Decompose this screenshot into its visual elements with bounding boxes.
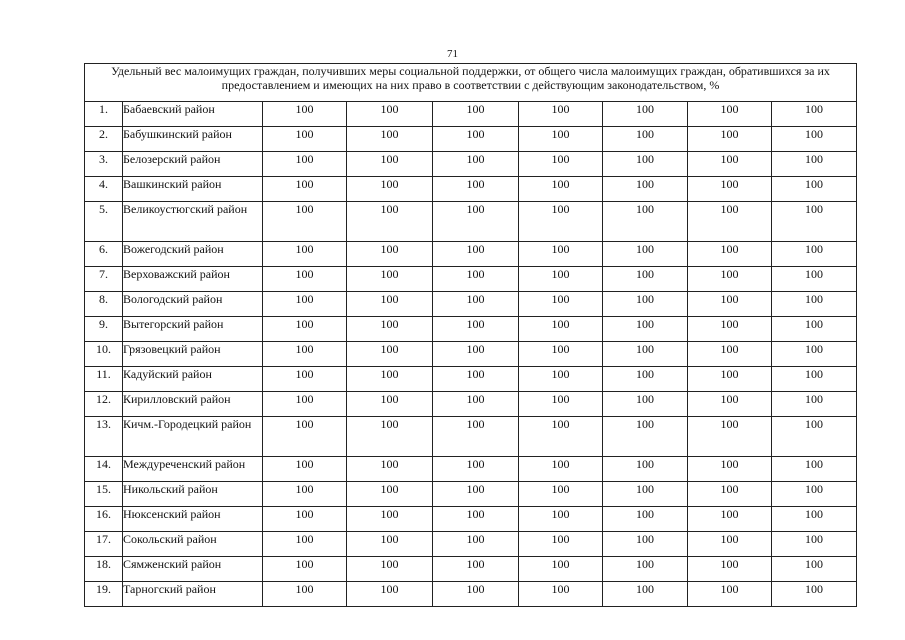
row-number: 11. <box>85 367 123 392</box>
table-row <box>85 152 857 177</box>
value-cell: 100 <box>688 317 772 342</box>
table-row <box>85 342 857 367</box>
value-cell: 100 <box>772 417 857 457</box>
value-cell: 100 <box>772 582 857 607</box>
value-cell: 100 <box>772 507 857 532</box>
value-cell: 100 <box>519 507 603 532</box>
table-row <box>85 317 857 342</box>
value-cell: 100 <box>347 102 433 127</box>
value-cell: 100 <box>263 392 347 417</box>
value-cell: 100 <box>519 127 603 152</box>
value-cell: 100 <box>519 102 603 127</box>
row-number: 12. <box>85 392 123 417</box>
district-name: Бабаевский район <box>123 102 263 127</box>
value-cell: 100 <box>688 292 772 317</box>
value-cell: 100 <box>603 507 688 532</box>
table-row <box>85 457 857 482</box>
district-name: Вытегорский район <box>123 317 263 342</box>
value-cell: 100 <box>433 367 519 392</box>
value-cell: 100 <box>772 557 857 582</box>
value-cell: 100 <box>347 482 433 507</box>
value-cell: 100 <box>519 342 603 367</box>
value-cell: 100 <box>772 292 857 317</box>
value-cell: 100 <box>603 457 688 482</box>
value-cell: 100 <box>433 342 519 367</box>
district-name: Сокольский район <box>123 532 263 557</box>
district-name: Вожегодский район <box>123 242 263 267</box>
value-cell: 100 <box>347 532 433 557</box>
value-cell: 100 <box>263 202 347 242</box>
value-cell: 100 <box>519 417 603 457</box>
value-cell: 100 <box>603 367 688 392</box>
value-cell: 100 <box>347 417 433 457</box>
value-cell: 100 <box>347 557 433 582</box>
district-name: Белозерский район <box>123 152 263 177</box>
value-cell: 100 <box>772 267 857 292</box>
value-cell: 100 <box>688 417 772 457</box>
value-cell: 100 <box>603 417 688 457</box>
value-cell: 100 <box>347 457 433 482</box>
value-cell: 100 <box>603 292 688 317</box>
value-cell: 100 <box>433 417 519 457</box>
value-cell: 100 <box>603 202 688 242</box>
value-cell: 100 <box>688 457 772 482</box>
value-cell: 100 <box>263 242 347 267</box>
value-cell: 100 <box>772 177 857 202</box>
value-cell: 100 <box>688 267 772 292</box>
value-cell: 100 <box>263 127 347 152</box>
value-cell: 100 <box>347 367 433 392</box>
value-cell: 100 <box>772 342 857 367</box>
value-cell: 100 <box>772 127 857 152</box>
value-cell: 100 <box>347 342 433 367</box>
value-cell: 100 <box>519 202 603 242</box>
value-cell: 100 <box>519 242 603 267</box>
value-cell: 100 <box>772 482 857 507</box>
value-cell: 100 <box>772 202 857 242</box>
row-number: 3. <box>85 152 123 177</box>
value-cell: 100 <box>603 392 688 417</box>
value-cell: 100 <box>519 482 603 507</box>
value-cell: 100 <box>688 392 772 417</box>
value-cell: 100 <box>603 102 688 127</box>
value-cell: 100 <box>263 342 347 367</box>
value-cell: 100 <box>263 367 347 392</box>
value-cell: 100 <box>263 102 347 127</box>
value-cell: 100 <box>347 127 433 152</box>
value-cell: 100 <box>603 127 688 152</box>
value-cell: 100 <box>772 152 857 177</box>
value-cell: 100 <box>347 177 433 202</box>
value-cell: 100 <box>688 482 772 507</box>
value-cell: 100 <box>263 417 347 457</box>
district-name: Великоустюгский район <box>123 202 263 242</box>
value-cell: 100 <box>772 242 857 267</box>
district-name: Кадуйский район <box>123 367 263 392</box>
value-cell: 100 <box>603 582 688 607</box>
table-row <box>85 102 857 127</box>
value-cell: 100 <box>433 152 519 177</box>
value-cell: 100 <box>263 507 347 532</box>
value-cell: 100 <box>688 367 772 392</box>
value-cell: 100 <box>433 457 519 482</box>
value-cell: 100 <box>688 102 772 127</box>
value-cell: 100 <box>772 392 857 417</box>
table-row <box>85 202 857 242</box>
table-row <box>85 292 857 317</box>
value-cell: 100 <box>688 557 772 582</box>
table-row <box>85 417 857 457</box>
district-name: Грязовецкий район <box>123 342 263 367</box>
value-cell: 100 <box>433 242 519 267</box>
caption-row <box>85 64 857 102</box>
value-cell: 100 <box>263 177 347 202</box>
value-cell: 100 <box>603 177 688 202</box>
row-number: 8. <box>85 292 123 317</box>
table-body <box>85 64 857 607</box>
value-cell: 100 <box>603 532 688 557</box>
value-cell: 100 <box>519 392 603 417</box>
table-row <box>85 177 857 202</box>
value-cell: 100 <box>688 177 772 202</box>
value-cell: 100 <box>519 557 603 582</box>
district-name: Междуреченский район <box>123 457 263 482</box>
table-row <box>85 392 857 417</box>
value-cell: 100 <box>519 317 603 342</box>
value-cell: 100 <box>433 482 519 507</box>
value-cell: 100 <box>433 102 519 127</box>
value-cell: 100 <box>519 457 603 482</box>
value-cell: 100 <box>603 342 688 367</box>
value-cell: 100 <box>688 202 772 242</box>
row-number: 16. <box>85 507 123 532</box>
value-cell: 100 <box>433 392 519 417</box>
value-cell: 100 <box>433 532 519 557</box>
value-cell: 100 <box>603 267 688 292</box>
district-name: Сямженский район <box>123 557 263 582</box>
row-number: 9. <box>85 317 123 342</box>
value-cell: 100 <box>772 317 857 342</box>
row-number: 17. <box>85 532 123 557</box>
table-row <box>85 532 857 557</box>
value-cell: 100 <box>688 342 772 367</box>
value-cell: 100 <box>347 292 433 317</box>
value-cell: 100 <box>433 317 519 342</box>
table-row <box>85 127 857 152</box>
value-cell: 100 <box>772 532 857 557</box>
value-cell: 100 <box>263 457 347 482</box>
district-name: Бабушкинский район <box>123 127 263 152</box>
value-cell: 100 <box>433 582 519 607</box>
value-cell: 100 <box>519 152 603 177</box>
value-cell: 100 <box>433 127 519 152</box>
row-number: 6. <box>85 242 123 267</box>
value-cell: 100 <box>263 152 347 177</box>
table-row <box>85 582 857 607</box>
value-cell: 100 <box>263 292 347 317</box>
value-cell: 100 <box>347 507 433 532</box>
row-number: 7. <box>85 267 123 292</box>
value-cell: 100 <box>519 177 603 202</box>
table-caption: Удельный вес малоимущих граждан, получивших меры социальной поддержки, от общего числа малоимущих граждан, обратившихся за их предоставлением и имеющих на них право в соответствии с действующим законодательством, % <box>85 64 857 102</box>
value-cell: 100 <box>433 292 519 317</box>
row-number: 10. <box>85 342 123 367</box>
value-cell: 100 <box>603 152 688 177</box>
row-number: 15. <box>85 482 123 507</box>
district-name: Верховажский район <box>123 267 263 292</box>
value-cell: 100 <box>433 267 519 292</box>
district-name: Вашкинский район <box>123 177 263 202</box>
value-cell: 100 <box>263 317 347 342</box>
value-cell: 100 <box>433 202 519 242</box>
indicator-table <box>84 63 857 607</box>
row-number: 14. <box>85 457 123 482</box>
value-cell: 100 <box>433 557 519 582</box>
district-name: Никольский район <box>123 482 263 507</box>
table-row <box>85 482 857 507</box>
table-row <box>85 507 857 532</box>
value-cell: 100 <box>688 532 772 557</box>
value-cell: 100 <box>433 177 519 202</box>
table-row <box>85 367 857 392</box>
row-number: 18. <box>85 557 123 582</box>
value-cell: 100 <box>603 242 688 267</box>
table-row <box>85 242 857 267</box>
value-cell: 100 <box>772 102 857 127</box>
value-cell: 100 <box>433 507 519 532</box>
value-cell: 100 <box>347 152 433 177</box>
value-cell: 100 <box>688 242 772 267</box>
row-number: 2. <box>85 127 123 152</box>
district-name: Нюксенский район <box>123 507 263 532</box>
row-number: 19. <box>85 582 123 607</box>
value-cell: 100 <box>772 367 857 392</box>
value-cell: 100 <box>688 507 772 532</box>
table-row <box>85 267 857 292</box>
row-number: 1. <box>85 102 123 127</box>
value-cell: 100 <box>603 557 688 582</box>
value-cell: 100 <box>519 367 603 392</box>
value-cell: 100 <box>263 482 347 507</box>
value-cell: 100 <box>603 482 688 507</box>
district-name: Кичм.-Городецкий район <box>123 417 263 457</box>
value-cell: 100 <box>519 532 603 557</box>
value-cell: 100 <box>688 152 772 177</box>
district-name: Вологодский район <box>123 292 263 317</box>
value-cell: 100 <box>263 267 347 292</box>
district-name: Кирилловский район <box>123 392 263 417</box>
row-number: 5. <box>85 202 123 242</box>
value-cell: 100 <box>772 457 857 482</box>
value-cell: 100 <box>519 267 603 292</box>
value-cell: 100 <box>347 317 433 342</box>
value-cell: 100 <box>688 582 772 607</box>
page-number: 71 <box>447 48 458 60</box>
table-row <box>85 557 857 582</box>
value-cell: 100 <box>347 267 433 292</box>
row-number: 13. <box>85 417 123 457</box>
value-cell: 100 <box>263 532 347 557</box>
value-cell: 100 <box>263 582 347 607</box>
row-number: 4. <box>85 177 123 202</box>
value-cell: 100 <box>263 557 347 582</box>
district-name: Тарногский район <box>123 582 263 607</box>
value-cell: 100 <box>603 317 688 342</box>
value-cell: 100 <box>347 242 433 267</box>
value-cell: 100 <box>347 582 433 607</box>
value-cell: 100 <box>519 582 603 607</box>
value-cell: 100 <box>347 392 433 417</box>
value-cell: 100 <box>519 292 603 317</box>
value-cell: 100 <box>347 202 433 242</box>
value-cell: 100 <box>688 127 772 152</box>
